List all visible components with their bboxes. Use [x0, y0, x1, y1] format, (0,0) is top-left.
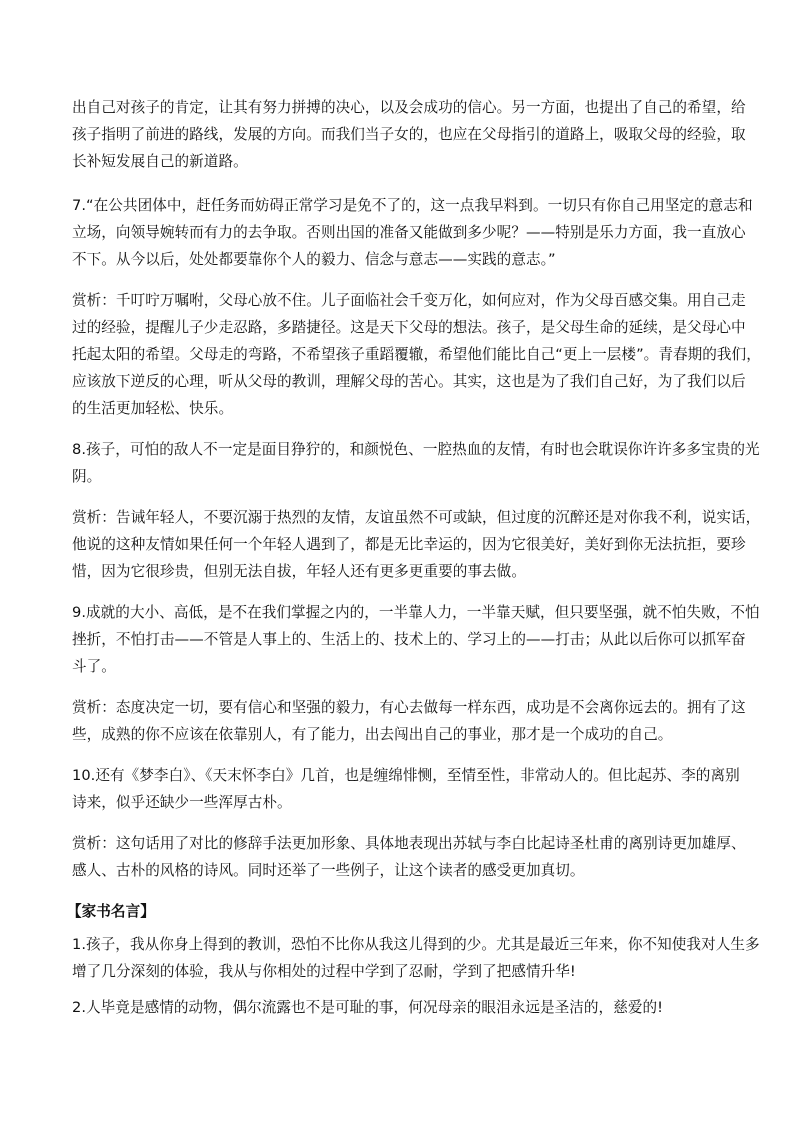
text-line: 阴。 [72, 468, 102, 485]
text-line: 斗了。 [72, 658, 116, 675]
text-line: 长补短发展自己的新道路。 [72, 153, 248, 170]
text-line: 些，成熟的你不应该在依靠别人，有了能力，出去闯出自己的事业，那才是一个成功的自己。 [72, 726, 673, 743]
text-line: 应该放下逆反的心理，听从父母的教训，理解父母的苦心。其实，这也是为了我们自己好，为了我们以后 [72, 373, 746, 390]
text-line: 赏析：千叮咛万嘱咐，父母心放不住。儿子面临社会千变万化，如何应对，作为父母百感交集。用自己走 [72, 292, 746, 309]
text-line: 9.成就的大小、高低，是不在我们掌握之内的，一半靠人力，一半靠天赋，但只要坚强，就不怕失败，不怕 [72, 604, 760, 621]
text-line: 惜，因为它很珍贵，但别无法自拔，年轻人还有更多更重要的事去做。 [72, 563, 526, 580]
text-line: 的生活更加轻松、快乐。 [72, 400, 234, 417]
text-line: 不下。从今以后，处处都要靠你个人的毅力、信念与意志——实践的意志。” [72, 251, 556, 268]
text-line: 托起太阳的希望。父母走的弯路，不希望孩子重蹈覆辙，希望他们能比自己“更上一层楼”。青春期的我们， [72, 346, 761, 363]
text-line: 感人、古朴的风格的诗风。同时还举了一些例子，让这个读者的感受更加真切。 [72, 862, 585, 879]
text-line: 挫折，不怕打击——不管是人事上的、生活上的、技术上的、学习上的——打击；从此以后你可以抓军奋 [72, 631, 746, 648]
text-line: 赏析：态度决定一切，要有信心和坚强的毅力，有心去做每一样东西，成功是不会离你远去的。拥有了这 [72, 699, 746, 716]
text-line: 增了几分深刻的体验，我从与你相处的过程中学到了忍耐，学到了把感情升华! [72, 963, 576, 980]
text-line: 8.孩子，可怕的敌人不一定是面目狰狞的，和颜悦色、一腔热血的友情，有时也会耽误你许许多多宝贵的光 [72, 441, 760, 458]
text-line: 诗来，似乎还缺少一些浑厚古朴。 [72, 794, 292, 811]
text-line: 7.“在公共团体中，赶任务而妨碍正常学习是免不了的，这一点我早料到。一切只有你自己用坚定的意志和 [72, 197, 753, 214]
text-line: 1.孩子，我从你身上得到的教训，恐怕不比你从我这儿得到的少。尤其是最近三年来，你不知使我对人生多 [72, 936, 760, 953]
text-line: 10.还有《梦李白》、《天末怀李白》几首，也是缠绵悱恻，至情至性，非常动人的。但比起苏、李的离别 [72, 767, 740, 784]
text-line: 孩子指明了前进的路线，发展的方向。而我们当子女的，也应在父母指引的道路上，吸取父母的经验，取 [72, 126, 746, 143]
text-line: 2.人毕竟是感情的动物，偶尔流露也不是可耻的事，何况母亲的眼泪永远是圣洁的，慈爱的! [72, 999, 664, 1016]
text-line: 过的经验，提醒儿子少走忍路，多踏捷径。这是天下父母的想法。孩子，是父母生命的延续，是父母心中 [72, 319, 746, 336]
text-line: 立场，向领导婉转而有力的去争取。否则出国的准备又能做到多少呢？——特别是乐力方面，我一直放心 [72, 224, 746, 241]
text-line: 赏析：这句话用了对比的修辞手法更加形象、具体地表现出苏轼与李白比起诗圣杜甫的离别诗更加雄厚、 [72, 835, 746, 852]
text-line: 出自己对孩子的肯定，让其有努力拼搏的决心，以及会成功的信心。另一方面，也提出了自己的希望，给 [72, 99, 746, 116]
text-line: 赏析：告诫年轻人，不要沉溺于热烈的友情，友谊虽然不可或缺，但过度的沉醉还是对你我不利，说实话， [72, 509, 761, 526]
text-line: 他说的这种友情如果任何一个年轻人遇到了，都是无比幸运的，因为它很美好，美好到你无法抗拒，要珍 [72, 536, 746, 553]
section-heading: 【家书名言】 [67, 903, 155, 920]
